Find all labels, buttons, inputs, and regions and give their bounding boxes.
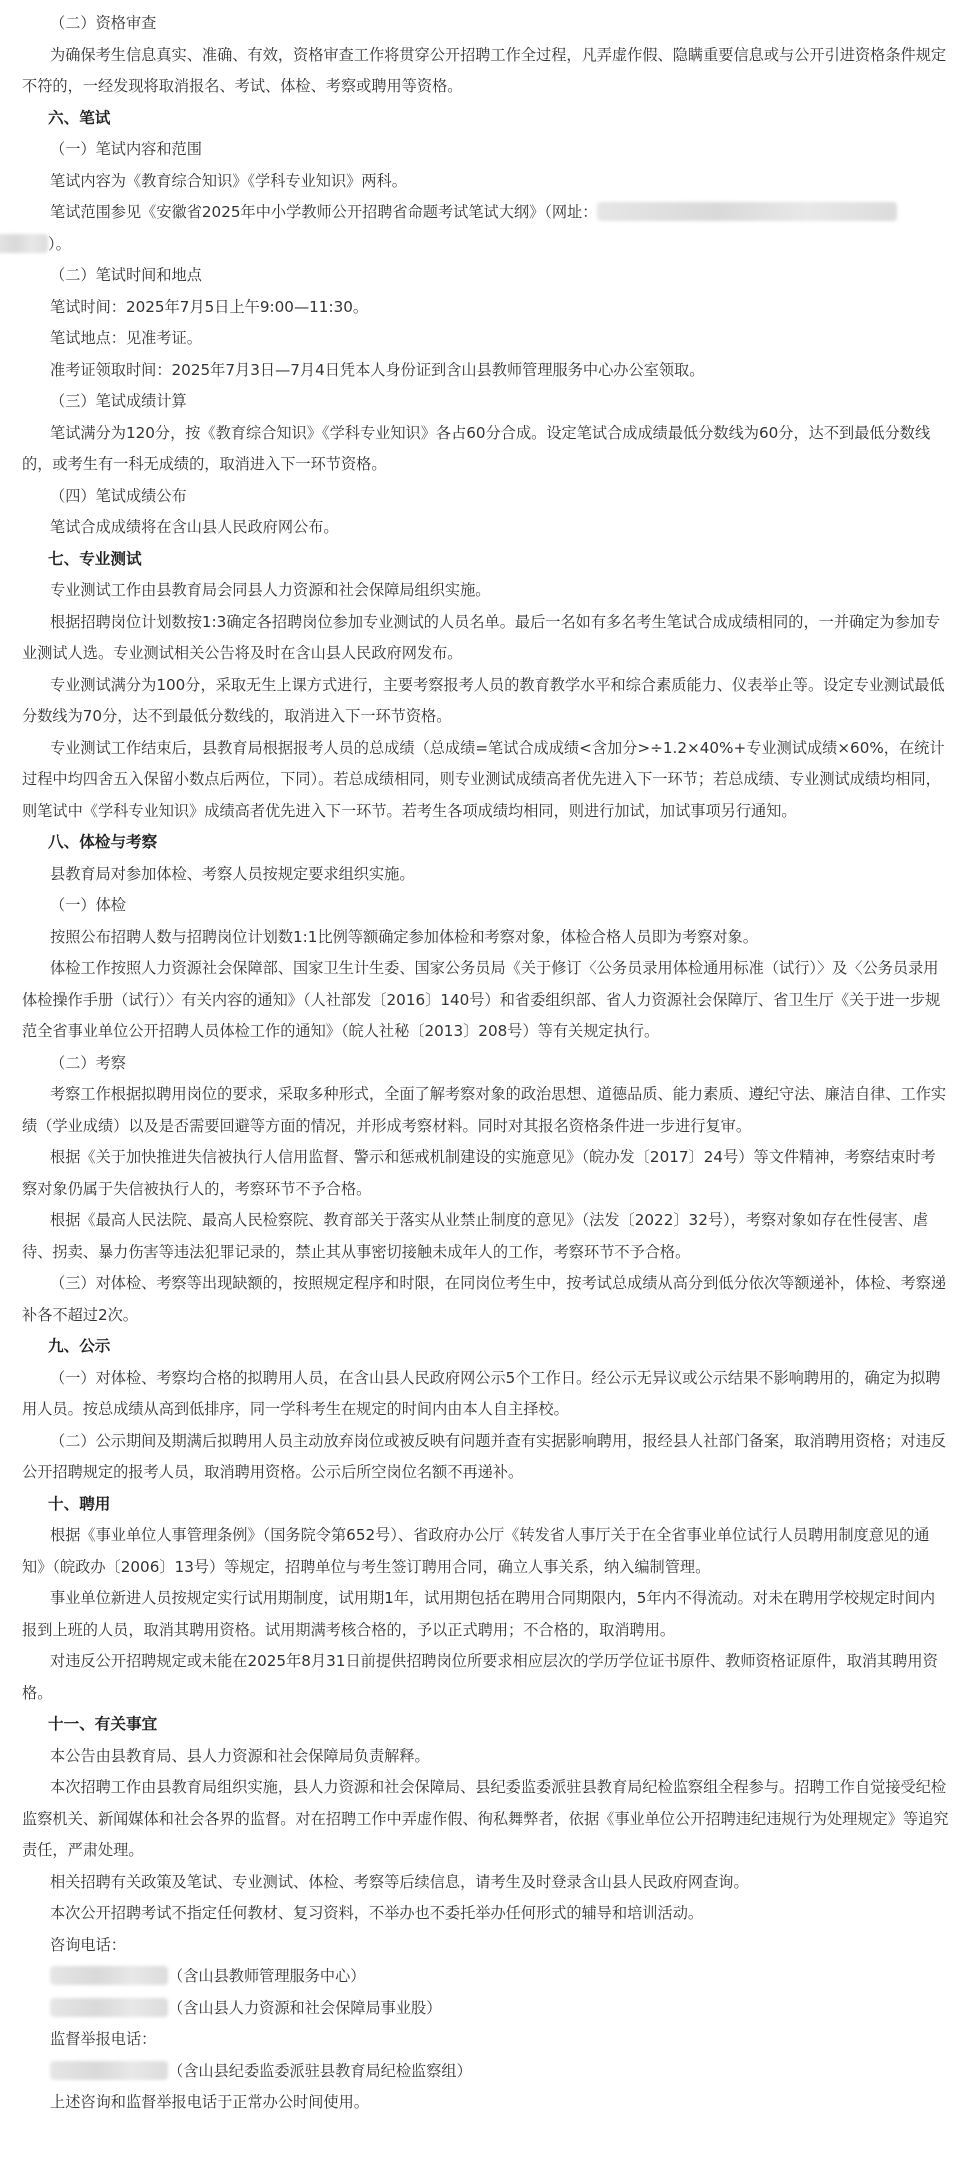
redacted-url-continued (0, 234, 48, 253)
consult-phone-2 (22, 1993, 949, 2025)
consult-phone-1 (22, 1961, 949, 1993)
section-heading: 七、专业测试 (48, 549, 142, 568)
consult-label: 咨询电话： (50, 1935, 126, 1954)
paragraph: 笔试地点：见准考证。 (50, 329, 202, 347)
supervise-phone-1-org: （含山县纪委监委派驻县教育局纪检监察组） (168, 2061, 472, 2080)
paragraph: 笔试合成成绩将在含山县人民政府网公布。 (50, 518, 339, 536)
section-heading: 十、聘用 (48, 1494, 111, 1513)
paragraph: （二）公示期间及期满后拟聘用人员主动放弃岗位或被反映有问题并查有实据影响聘用，报经县人社部门备案，取消聘用资格；对违反公开招聘规定的报考人员，取消聘用资格。公示后所空岗位名额不再递补。 (22, 1431, 947, 1481)
paragraph: 考察工作根据拟聘用岗位的要求，采取多种形式，全面了解考察对象的政治思想、道德品质、能力素质、遵纪守法、廉洁自律、工作实绩（学业成绩）以及是否需要回避等方面的情况，并形成考察材料。同时对其报名资格条件进一步进行复审。 (22, 1085, 947, 1135)
section-title: （三）笔试成绩计算 (50, 392, 187, 410)
paragraph: 专业测试工作结束后，县教育局根据报考人员的总成绩（总成绩=笔试合成成绩<含加分>÷1.2×40%+专业测试成绩×60%，在统计过程中均四舍五入保留小数点后两位，下同）。若总成绩相同，则专业测试成绩高者优先进入下一环节；若总成绩、专业测试成绩均相同，则笔试中《学科专业知识》成绩高者优先进入下一环节。若考生各项成绩均相同，则进行加试，加试事项另行通知。 (22, 738, 945, 820)
paragraph: 准考证领取时间：2025年7月3日—7月4日凭本人身份证到含山县教师管理服务中心办公室领取。 (50, 360, 705, 379)
section-heading: 十一、有关事宜 (48, 1715, 158, 1733)
redacted-phone (50, 1998, 168, 2017)
paragraph: 笔试满分为120分，按《教育综合知识》《学科专业知识》各占60分合成。设定笔试合成成绩最低分数线为60分，达不到最低分数线的，或考生有一科无成绩的，取消进入下一环节资格。 (22, 423, 931, 473)
paragraph: 专业测试满分为100分，采取无生上课方式进行，主要考察报考人员的教育教学水平和综合素质能力、仪表举止等。设定专业测试最低分数线为70分，达不到最低分数线的，取消进入下一环节资格。 (22, 675, 945, 725)
paragraph: 县教育局对参加体检、考察人员按规定要求组织实施。 (50, 864, 415, 883)
paragraph-with-url (22, 197, 949, 260)
paragraph: 根据招聘岗位计划数按1:3确定各招聘岗位参加专业测试的人员名单。最后一名如有多名考生笔试合成成绩相同的，一并确定为参加专业测试人选。专业测试相关公告将及时在含山县人民政府网发布。 (22, 612, 941, 662)
paragraph: 对违反公开招聘规定或未能在2025年8月31日前提供招聘岗位所要求相应层次的学历学位证书原件、教师资格证原件，取消其聘用资格。 (22, 1652, 938, 1702)
paragraph: 根据《事业单位人事管理条例》（国务院令第652号）、省政府办公厅《转发省人事厅关于在全省事业单位试行人员聘用制度意见的通知》（皖政办〔2006〕13号）等规定，招聘单位与考生签订聘用合同，确立人事关系，纳入编制管理。 (22, 1526, 930, 1576)
redacted-phone (50, 2061, 168, 2080)
paragraph: 专业测试工作由县教育局会同县人力资源和社会保障局组织实施。 (50, 581, 491, 599)
section-title: （二）资格审查 (50, 14, 157, 32)
section-heading: 六、笔试 (48, 108, 111, 127)
paragraph-text: ）。 (48, 234, 71, 253)
paragraph-text: 笔试范围参见《安徽省2025年中小学教师公开招聘省命题考试笔试大纲》（网址： (50, 203, 598, 221)
paragraph: 本次招聘工作由县教育局组织实施，县人力资源和社会保障局、县纪委监委派驻县教育局纪检监察组全程参与。招聘工作自觉接受纪检监察机关、新闻媒体和社会各界的监督。对在招聘工作中弄虚作假、徇私舞弊者，依据《事业单位公开招聘违纪违规行为处理规定》等追究责任，严肃处理。 (22, 1778, 949, 1859)
section-title: （二）笔试时间和地点 (50, 266, 202, 284)
paragraph: （三）对体检、考察等出现缺额的，按照规定程序和时限，在同岗位考生中，按考试总成绩从高分到低分依次等额递补，体检、考察递补各不超过2次。 (22, 1274, 947, 1324)
paragraph: （一）对体检、考察均合格的拟聘用人员，在含山县人民政府网公示5个工作日。经公示无异议或公示结果不影响聘用的，确定为拟聘用人员。按总成绩从高到低排序，同一学科考生在规定的时间内由本人自主择校。 (22, 1368, 941, 1418)
section-heading: 九、公示 (48, 1337, 111, 1355)
paragraph: 笔试时间：2025年7月5日上午9:00—11:30。 (50, 297, 369, 316)
paragraph: 体检工作按照人力资源社会保障部、国家卫生计生委、国家公务员局《关于修订〈公务员录用体检通用标准（试行）〉及〈公务员录用体检操作手册（试行）〉有关内容的通知》（人社部发〔2016〕140号）和省委组织部、省人力资源社会保障厅、省卫生厅《关于进一步规范全省事业单位公开招聘人员体检工作的通知》（皖人社秘〔2013〕208号）等有关规定执行。 (22, 959, 941, 1040)
section-heading: 八、体检与考察 (48, 833, 158, 851)
paragraph: 事业单位新进人员按规定实行试用期制度，试用期1年，试用期包括在聘用合同期限内，5年内不得流动。对未在聘用学校规定时间内报到上班的人员，取消其聘用资格。试用期满考核合格的，予以正式聘用；不合格的，取消聘用。 (22, 1589, 936, 1639)
paragraph: 本公告由县教育局、县人力资源和社会保障局负责解释。 (50, 1746, 430, 1765)
paragraph: 根据《关于加快推进失信被执行人信用监督、警示和惩戒机制建设的实施意见》（皖办发〔2017〕24号）等文件精神，考察结束时考察对象仍属于失信被执行人的，考察环节不予合格。 (22, 1148, 936, 1198)
paragraph: 根据《最高人民法院、最高人民检察院、教育部关于落实从业禁止制度的意见》（法发〔2022〕32号），考察对象如存在性侵害、虐待、拐卖、暴力伤害等违法犯罪记录的，禁止其从事密切接触未成年人的工作，考察环节不予合格。 (22, 1211, 929, 1261)
paragraph: 相关招聘有关政策及笔试、专业测试、体检、考察等后续信息，请考生及时登录含山县人民政府网查询。 (50, 1872, 749, 1891)
section-title: （一）体检 (50, 896, 126, 914)
section-title: （二）考察 (50, 1053, 126, 1072)
supervise-label: 监督举报电话： (50, 2030, 157, 2048)
paragraph: 为确保考生信息真实、准确、有效，资格审查工作将贯穿公开招聘工作全过程，凡弄虚作假、隐瞒重要信息或与公开引进资格条件规定不符的，一经发现将取消报名、考试、体检、考察或聘用等资格。 (22, 45, 947, 95)
section-title: （四）笔试成绩公布 (50, 486, 187, 505)
supervise-phone-1 (22, 2056, 949, 2088)
paragraph: 按照公布招聘人数与招聘岗位计划数1:1比例等额确定参加体检和考察对象，体检合格人员即为考察对象。 (50, 927, 758, 946)
paragraph: 笔试内容为《教育综合知识》《学科专业知识》两科。 (50, 171, 407, 190)
consult-phone-1-org: （含山县教师管理服务中心） (168, 1967, 366, 1985)
closing-note: 上述咨询和监督举报电话于正常办公时间使用。 (50, 2093, 369, 2111)
redacted-url (597, 202, 897, 221)
consult-phone-2-org: （含山县人力资源和社会保障局事业股） (168, 1998, 442, 2017)
redacted-phone (50, 1966, 168, 1985)
section-title: （一）笔试内容和范围 (50, 140, 202, 158)
paragraph: 本次公开招聘考试不指定任何教材、复习资料，不举办也不委托举办任何形式的辅导和培训活动。 (50, 1904, 704, 1922)
